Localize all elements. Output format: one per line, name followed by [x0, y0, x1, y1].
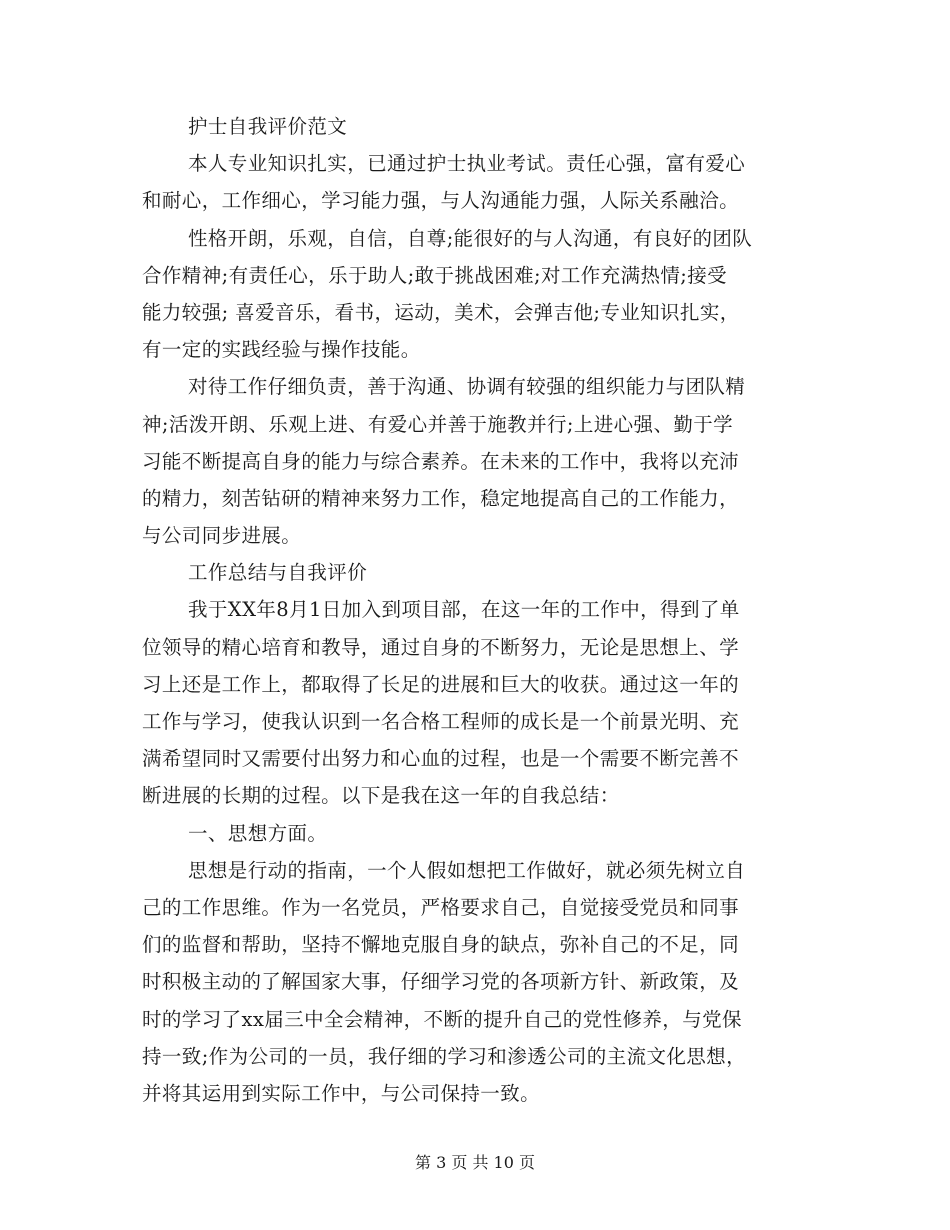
text-line: 断进展的长期的过程。以下是我在这一年的自我总结： [142, 784, 620, 808]
text-line: 的精力，刻苦钻研的精神来努力工作，稳定地提高自己的工作能力， [142, 486, 740, 510]
text-line: 护士自我评价范文 [188, 115, 348, 138]
text-line: 工作总结与自我评价 [188, 561, 368, 585]
text-line: 与公司同步进展。 [142, 524, 302, 548]
text-line: 位领导的精心培育和教导，通过自身的不断努力，无论是思想上、学 [142, 635, 740, 659]
page-number-footer: 第 3 页 共 10 页 [415, 1153, 535, 1172]
text-line: 己的工作思维。作为一名党员，严格要求自己，自觉接受党员和同事 [142, 895, 740, 919]
text-line: 性格开朗，乐观，自信，自尊;能很好的与人沟通，有良好的团队 [188, 226, 753, 250]
text-line: 时的学习了xx届三中全会精神，不断的提升自己的党性修养，与党保 [142, 1007, 742, 1031]
text-line: 满希望同时又需要付出努力和心血的过程，也是一个需要不断完善不 [142, 747, 740, 771]
text-line: 合作精神;有责任心，乐于助人;敢于挑战困难;对工作充满热情;接受 [142, 263, 728, 287]
text-line: 能力较强; 喜爱音乐，看书，运动，美术，会弹吉他;专业知识扎实， [142, 300, 740, 324]
text-line: 神;活泼开朗、乐观上进、有爱心并善于施教并行;上进心强、勤于学 [142, 412, 734, 436]
text-line: 思想是行动的指南，一个人假如想把工作做好，就必须先树立自 [188, 858, 746, 882]
text-line: 习上还是工作上，都取得了长足的进展和巨大的收获。通过这一年的 [142, 672, 740, 696]
text-line: 一、思想方面。 [188, 821, 328, 845]
text-line: 我于XX年8月1日加入到项目部，在这一年的工作中，得到了单 [188, 598, 740, 622]
text-line: 们的监督和帮助，坚持不懈地克服自身的缺点，弥补自己的不足，同 [142, 933, 740, 957]
text-line: 本人专业知识扎实，已通过护士执业考试。责任心强，富有爱心 [188, 152, 746, 176]
text-line: 有一定的实践经验与操作技能。 [142, 338, 421, 362]
text-line: 习能不断提高自身的能力与综合素养。在未来的工作中，我将以充沛 [142, 449, 740, 473]
text-line: 工作与学习，使我认识到一名合格工程师的成长是一个前景光明、充 [142, 710, 740, 733]
text-line: 对待工作仔细负责，善于沟通、协调有较强的组织能力与团队精 [188, 375, 746, 399]
text-line: 持一致;作为公司的一员，我仔细的学习和渗透公司的主流文化思想， [142, 1044, 746, 1068]
text-line: 时积极主动的了解国家大事，仔细学习党的各项新方针、新政策，及 [142, 970, 740, 994]
document-body [142, 108, 808, 1112]
text-line: 和耐心，工作细心，学习能力强，与人沟通能力强，人际关系融洽。 [142, 189, 740, 213]
text-line: 并将其运用到实际工作中，与公司保持一致。 [142, 1081, 541, 1105]
